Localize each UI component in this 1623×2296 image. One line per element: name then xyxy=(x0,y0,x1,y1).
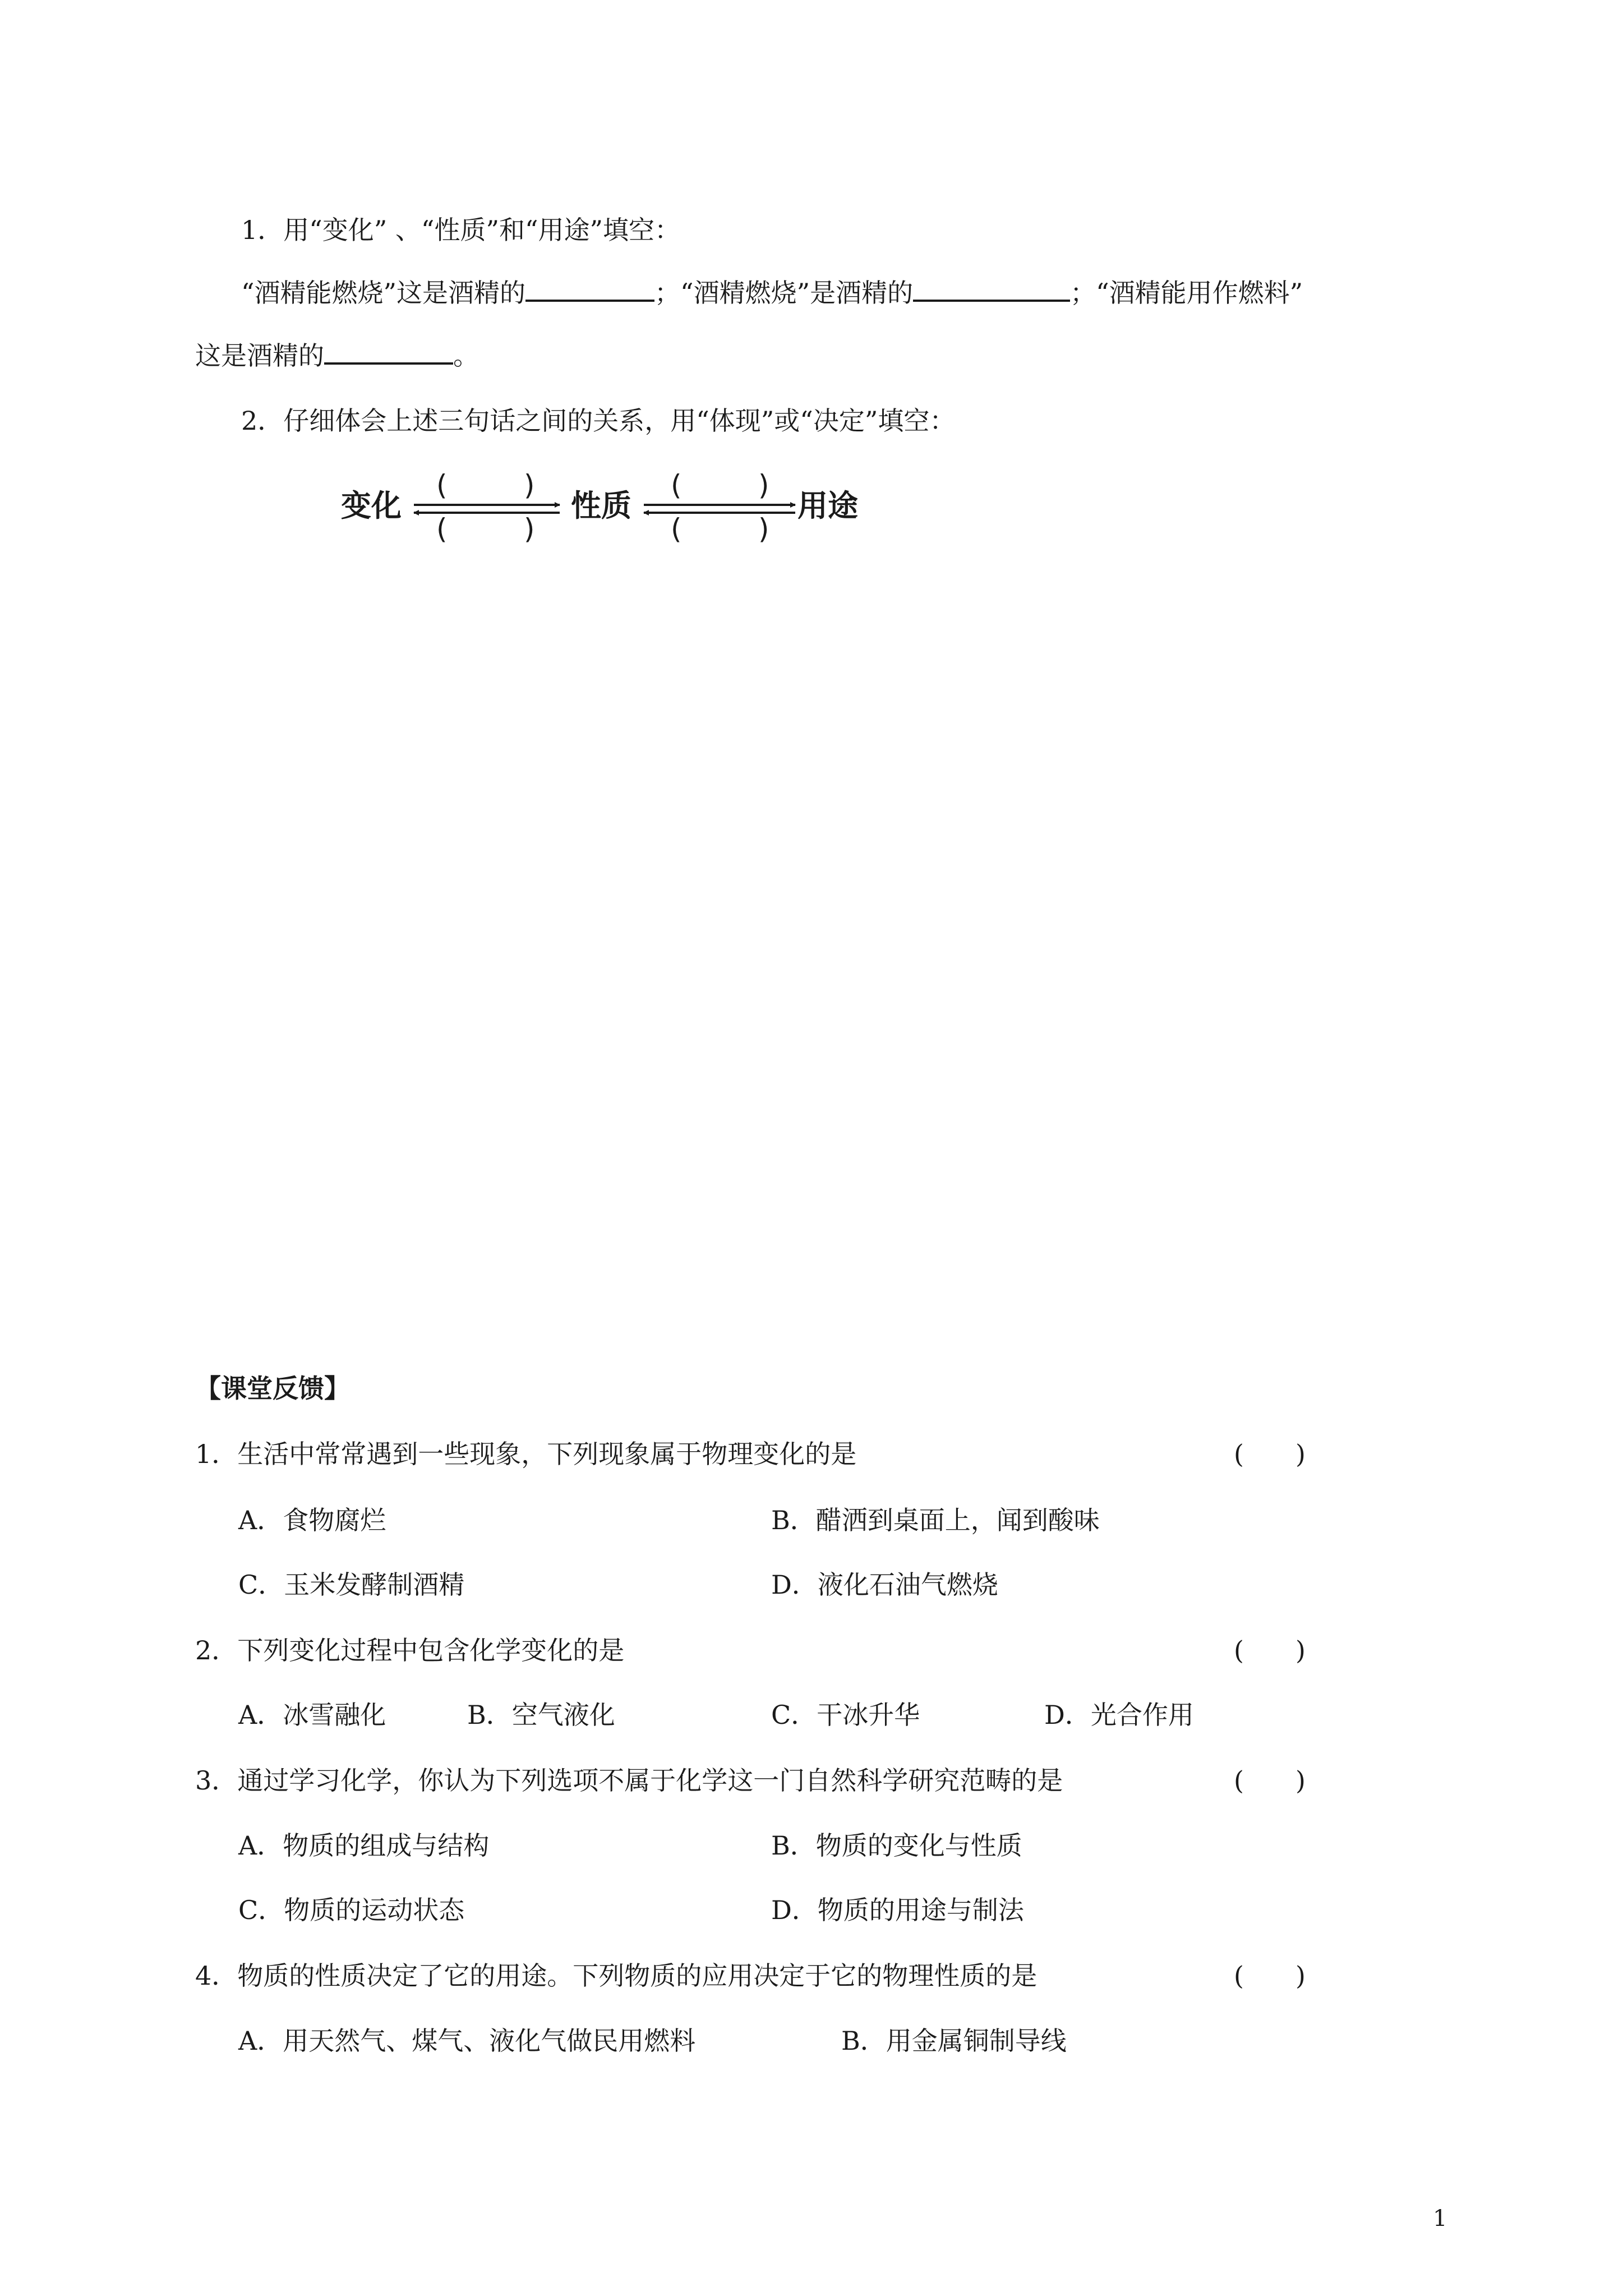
paren-open-top-right: ( xyxy=(671,469,682,501)
paren-open-bottom-right: ( xyxy=(671,513,682,545)
q1-part4: 这是酒精的 xyxy=(195,341,324,371)
q1-option-c[interactable]: C．玉米发酵制酒精 xyxy=(238,1570,465,1600)
q2-prompt: 2．仔细体会上述三句话之间的关系，用“体现”或“决定”填空： xyxy=(241,406,956,436)
q1-part3: ；“酒精能用作燃料” xyxy=(1070,278,1303,308)
section-title: 【课堂反馈】 xyxy=(195,1373,350,1404)
q1-part1: “酒精能燃烧”这是酒精的 xyxy=(241,278,526,308)
q1-option-a[interactable]: A．食物腐烂 xyxy=(238,1505,386,1535)
paren-close-bottom-left: ) xyxy=(524,513,535,545)
paren-close-top-left: ) xyxy=(524,469,535,501)
question-3-stem: 3．通过学习化学，你认为下列选项不属于化学这一门自然科学研究范畴的是 xyxy=(195,1765,1063,1796)
q3-option-a[interactable]: A．物质的组成与结构 xyxy=(238,1830,490,1861)
question-4-stem: 4．物质的性质决定了它的用途。下列物质的应用决定于它的物理性质的是 xyxy=(195,1961,1038,1991)
q3-option-b[interactable]: B．物质的变化与性质 xyxy=(771,1830,1022,1861)
paren-close-bottom-right: ) xyxy=(758,513,769,545)
q2-option-c[interactable]: C．干冰升华 xyxy=(771,1700,920,1730)
q4-option-a[interactable]: A．用天然气、煤气、液化气做民用燃料 xyxy=(238,2026,696,2056)
paren-close-top-right: ) xyxy=(758,469,769,501)
answer-paren-1[interactable]: ( ) xyxy=(1234,1439,1306,1469)
q1-option-d[interactable]: D．液化石油气燃烧 xyxy=(771,1570,998,1600)
paren-open-bottom-left: ( xyxy=(436,513,448,545)
q3-option-c[interactable]: C．物质的运动状态 xyxy=(238,1895,465,1925)
question-2-stem: 2．下列变化过程中包含化学变化的是 xyxy=(195,1635,625,1665)
paren-open-top-left: ( xyxy=(436,469,448,501)
label-property: 性质 xyxy=(571,488,631,523)
label-change: 变化 xyxy=(341,488,402,523)
q1-part2: ；“酒精燃烧”是酒精的 xyxy=(654,278,914,308)
q1-prompt: 1．用“变化” 、“性质”和“用途”填空： xyxy=(241,215,680,245)
answer-paren-3[interactable]: ( ) xyxy=(1234,1765,1306,1796)
q1-option-b[interactable]: B．醋洒到桌面上，闻到酸味 xyxy=(771,1505,1100,1535)
diagram-arrows xyxy=(0,0,1623,561)
q1-part5: 。 xyxy=(453,341,479,371)
answer-paren-2[interactable]: ( ) xyxy=(1234,1635,1306,1665)
q2-option-d[interactable]: D．光合作用 xyxy=(1044,1700,1194,1730)
label-use: 用途 xyxy=(797,488,858,523)
q3-option-d[interactable]: D．物质的用途与制法 xyxy=(771,1895,1024,1925)
question-1-stem: 1．生活中常常遇到一些现象，下列现象属于物理变化的是 xyxy=(195,1439,857,1469)
q4-option-b[interactable]: B．用金属铜制导线 xyxy=(841,2026,1067,2056)
page-number: 1 xyxy=(1433,2206,1447,2231)
q2-option-a[interactable]: A．冰雪融化 xyxy=(238,1700,386,1730)
q2-option-b[interactable]: B．空气液化 xyxy=(467,1700,615,1730)
answer-paren-4[interactable]: ( ) xyxy=(1234,1961,1306,1991)
